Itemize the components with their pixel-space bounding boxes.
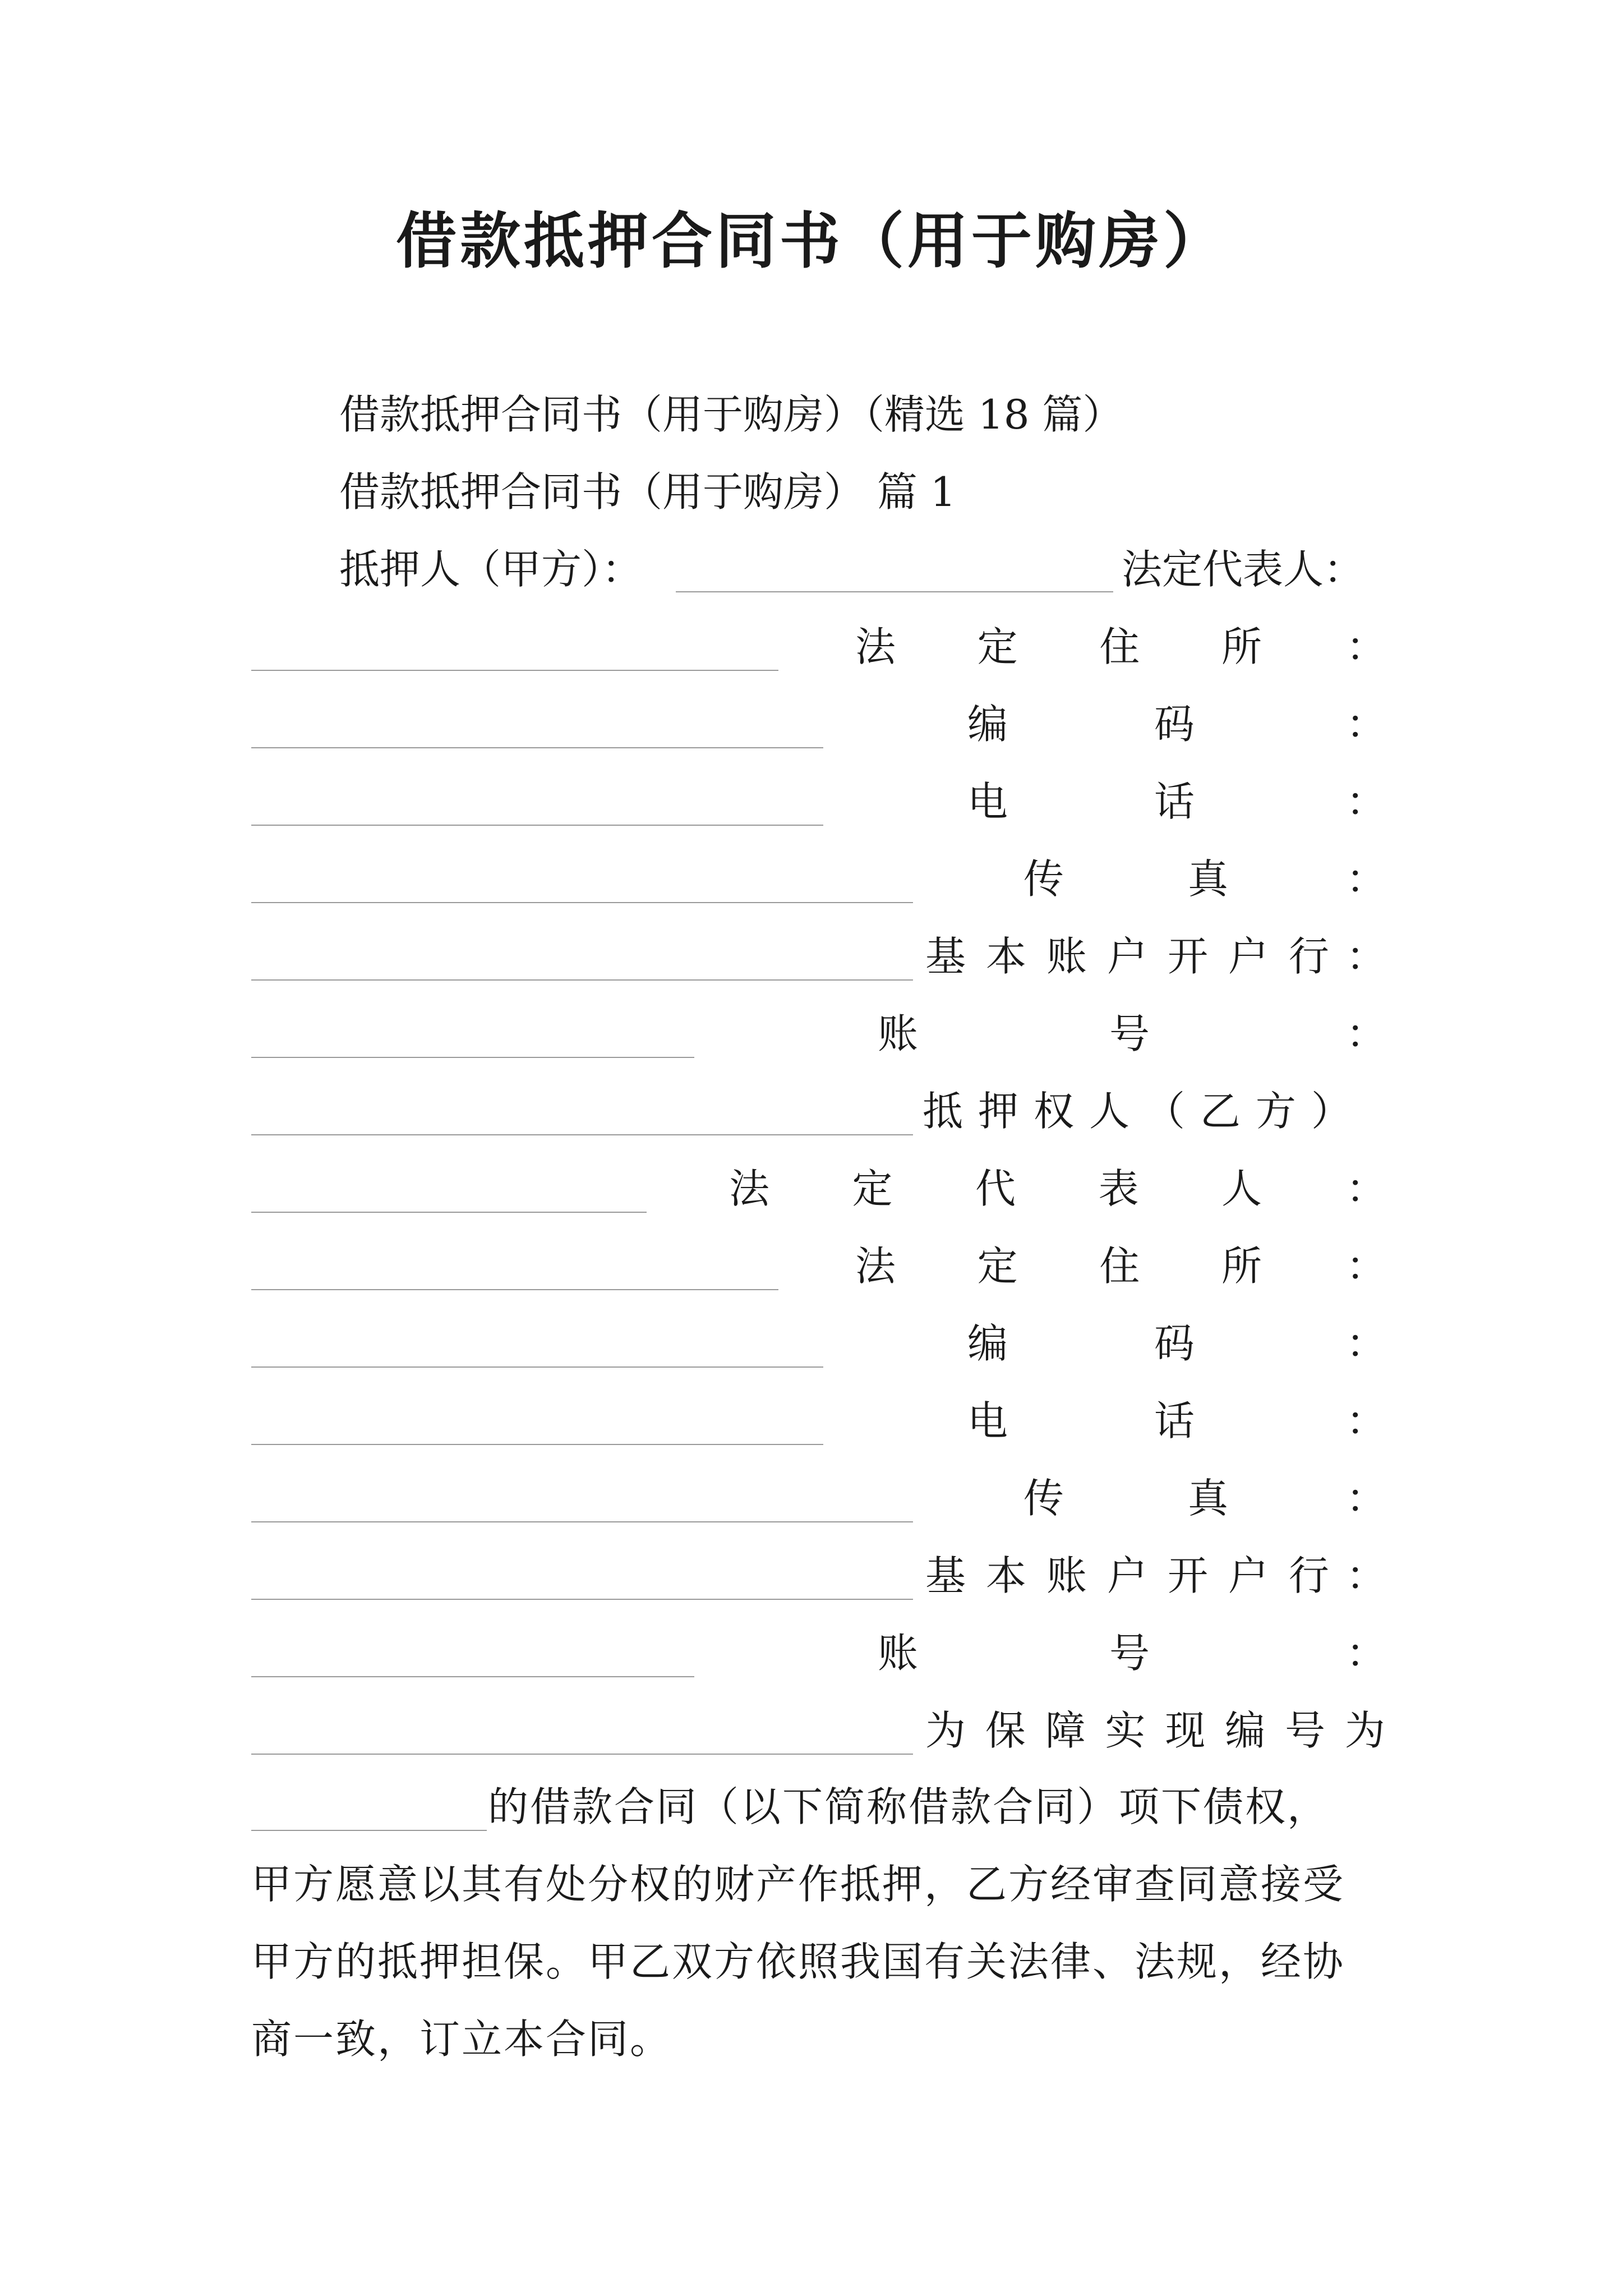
form-row xyxy=(0,1382,1623,1460)
label-char: 编 xyxy=(967,1320,1008,1367)
label-char: 定 xyxy=(977,1243,1018,1290)
form-row xyxy=(0,763,1623,840)
label-char: 户 xyxy=(1228,933,1269,980)
label-char: 行 xyxy=(1288,933,1329,980)
form-row xyxy=(0,1537,1623,1614)
intro-text: 借款抵押合同书（用于购房）（精选 18 篇） xyxy=(339,391,1123,438)
form-row xyxy=(0,685,1623,763)
label-char: 编 xyxy=(967,701,1008,748)
label-char: 押 xyxy=(978,1088,1018,1135)
form-row-label xyxy=(967,1382,1195,1460)
form-row-label xyxy=(925,1537,1329,1614)
fill-in-blank[interactable] xyxy=(251,1444,823,1445)
form-row-label xyxy=(925,1692,1385,1769)
form-row xyxy=(0,608,1623,685)
form-row xyxy=(0,918,1623,995)
form-row xyxy=(0,1305,1623,1382)
label-colon: ： xyxy=(1346,1630,1387,1677)
form-row-label xyxy=(855,608,1262,685)
label-colon: ： xyxy=(1346,701,1387,748)
label-char: 人 xyxy=(1089,1088,1129,1135)
intro-line xyxy=(0,376,1623,453)
form-row-label xyxy=(729,1150,1262,1227)
label-char: 法 xyxy=(729,1165,770,1212)
fill-in-blank[interactable] xyxy=(251,825,823,826)
document-title: 借款抵押合同书（用于购房） xyxy=(395,206,1227,277)
fill-in-blank[interactable] xyxy=(251,1212,647,1213)
label-char: 住 xyxy=(1099,1243,1140,1290)
form-row-label xyxy=(967,685,1195,763)
label-char: 现 xyxy=(1165,1707,1206,1754)
label-char: 障 xyxy=(1045,1707,1086,1754)
label-colon: ： xyxy=(1346,778,1387,825)
article-heading xyxy=(0,453,1623,531)
label-char: 传 xyxy=(1023,855,1064,903)
fill-in-blank[interactable] xyxy=(251,747,823,748)
fill-in-blank[interactable] xyxy=(251,670,778,671)
label-colon: ： xyxy=(1346,1475,1387,1522)
label-char: 住 xyxy=(1099,623,1140,670)
label-char: 开 xyxy=(1167,933,1208,980)
fill-in-blank[interactable] xyxy=(251,1521,913,1522)
form-row-label xyxy=(878,1614,1150,1692)
form-row-label xyxy=(1023,1460,1228,1537)
label-char: 账 xyxy=(1046,933,1087,980)
label-char: 基 xyxy=(925,1552,966,1599)
article-heading-text: 借款抵押合同书（用于购房） 篇 1 xyxy=(339,468,956,516)
label-char: 定 xyxy=(852,1165,893,1212)
party-a-line xyxy=(0,531,1623,608)
fill-in-blank[interactable] xyxy=(251,1134,913,1135)
form-row-label xyxy=(1023,840,1228,918)
legal-rep-label: 法定代表人： xyxy=(1122,546,1364,593)
closing-first-text: 的借款合同（以下简称借款合同）项下债权， xyxy=(488,1783,1330,1830)
party-a-label: 抵押人（甲方）： xyxy=(339,546,643,593)
label-char: 保 xyxy=(985,1707,1026,1754)
label-colon: ： xyxy=(1346,855,1387,903)
label-colon: ： xyxy=(1346,1010,1387,1057)
label-char: 号 xyxy=(1109,1630,1150,1677)
form-row-label xyxy=(925,918,1329,995)
label-char: 户 xyxy=(1106,933,1147,980)
label-char: 人 xyxy=(1221,1165,1262,1212)
label-char: 行 xyxy=(1288,1552,1329,1599)
label-colon: ： xyxy=(1346,1552,1387,1599)
label-char: 电 xyxy=(967,1397,1008,1444)
label-char: 实 xyxy=(1105,1707,1146,1754)
label-char: 乙 xyxy=(1200,1088,1241,1135)
form-row xyxy=(0,1460,1623,1537)
form-row xyxy=(0,840,1623,918)
label-char: 账 xyxy=(1046,1552,1087,1599)
form-row xyxy=(0,1150,1623,1227)
label-char: 法 xyxy=(855,1243,896,1290)
label-char: 权 xyxy=(1033,1088,1074,1135)
form-row xyxy=(0,1614,1623,1692)
label-char: 基 xyxy=(925,933,966,980)
fill-in-blank[interactable] xyxy=(251,902,913,903)
closing-paragraph: 甲方愿意以其有处分权的财产作抵押，乙方经审查同意接受甲方的抵押担保。甲乙双方依照我国有关法律、法规，经协商一致，订立本合同。 xyxy=(251,1861,1345,2063)
form-row-label xyxy=(967,763,1195,840)
label-char: 定 xyxy=(977,623,1018,670)
label-colon: ： xyxy=(1346,1165,1387,1212)
label-char: 表 xyxy=(1098,1165,1139,1212)
label-char: （ xyxy=(1144,1088,1185,1135)
label-char: 所 xyxy=(1221,1243,1262,1290)
fill-in-blank[interactable] xyxy=(251,1289,778,1290)
label-char: 话 xyxy=(1154,778,1195,825)
form-row xyxy=(0,1227,1623,1305)
label-colon: ： xyxy=(1346,1320,1387,1367)
label-char: 话 xyxy=(1154,1397,1195,1444)
label-char: 电 xyxy=(967,778,1008,825)
label-char: 抵 xyxy=(923,1088,963,1135)
label-char: 户 xyxy=(1228,1552,1269,1599)
label-char: 本 xyxy=(985,933,1026,980)
fill-in-blank[interactable] xyxy=(251,1599,913,1600)
form-row-label xyxy=(967,1305,1195,1382)
label-char: 为 xyxy=(1344,1707,1385,1754)
label-char: 真 xyxy=(1187,855,1228,903)
fill-in-blank[interactable] xyxy=(251,1366,823,1368)
fill-in-blank[interactable] xyxy=(251,1676,694,1677)
form-row xyxy=(0,1073,1623,1150)
form-row xyxy=(0,995,1623,1073)
label-char: 账 xyxy=(878,1010,919,1057)
label-char: 传 xyxy=(1023,1475,1064,1522)
label-char: 编 xyxy=(1225,1707,1266,1754)
closing-first-line xyxy=(0,1768,1623,1846)
label-char: 真 xyxy=(1187,1475,1228,1522)
form-row-label xyxy=(878,995,1150,1073)
form-row xyxy=(0,1692,1623,1769)
label-char: 号 xyxy=(1109,1010,1150,1057)
label-colon: ： xyxy=(1346,623,1387,670)
fill-in-blank[interactable] xyxy=(251,1754,913,1755)
label-colon: ： xyxy=(1346,1397,1387,1444)
label-char: 为 xyxy=(925,1707,966,1754)
label-char: 代 xyxy=(975,1165,1016,1212)
label-char: 方 xyxy=(1255,1088,1296,1135)
label-char: 本 xyxy=(985,1552,1026,1599)
label-char: ） xyxy=(1311,1088,1352,1135)
label-char: 所 xyxy=(1221,623,1262,670)
label-char: 户 xyxy=(1106,1552,1147,1599)
form-row-label xyxy=(855,1227,1262,1305)
fill-in-blank[interactable] xyxy=(251,979,913,981)
fill-in-blank[interactable] xyxy=(251,1057,694,1058)
label-char: 法 xyxy=(855,623,896,670)
party-a-name-blank[interactable] xyxy=(676,591,1113,592)
label-char: 码 xyxy=(1154,701,1195,748)
contract-number-blank[interactable] xyxy=(251,1830,487,1831)
form-row-label xyxy=(923,1073,1352,1150)
label-colon: ： xyxy=(1346,933,1387,980)
label-char: 开 xyxy=(1167,1552,1208,1599)
label-char: 账 xyxy=(878,1630,919,1677)
label-colon: ： xyxy=(1346,1243,1387,1290)
label-char: 码 xyxy=(1154,1320,1195,1367)
label-char: 号 xyxy=(1285,1707,1326,1754)
